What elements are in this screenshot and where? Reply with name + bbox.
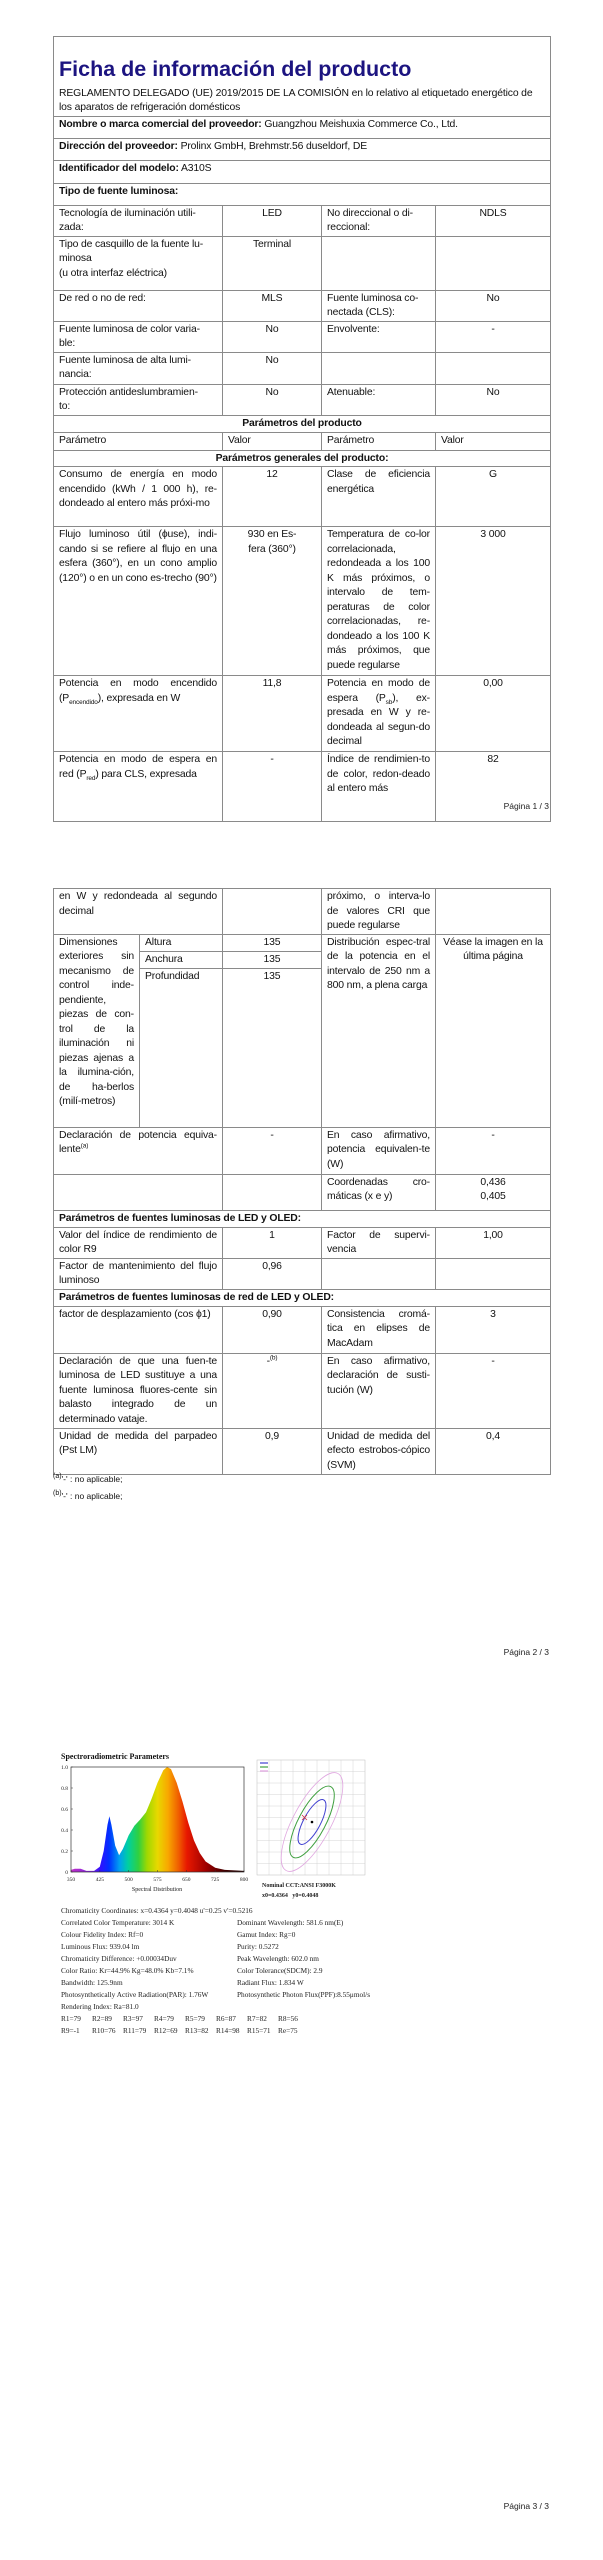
column-header: Parámetro bbox=[322, 432, 436, 450]
r-value: R5=79 bbox=[185, 2014, 205, 2023]
column-header: Valor bbox=[223, 432, 322, 450]
subscript: encendido bbox=[69, 698, 98, 706]
macadam-ellipse-chart bbox=[257, 1760, 365, 1899]
param-label: Fuente luminosa co- nectada (CLS): bbox=[322, 290, 436, 321]
dimension-label: Altura bbox=[140, 934, 223, 951]
text: Potencia en modo de espera en red (P bbox=[59, 754, 217, 780]
text: ), ex-presada en W y re-dondeada al segun-do decimal bbox=[327, 692, 430, 747]
r-value: R14=98 bbox=[216, 2026, 240, 2035]
title-cell bbox=[54, 37, 551, 117]
param-value: 1,00 bbox=[436, 1227, 551, 1258]
param-value bbox=[223, 1353, 322, 1428]
spectro-param: Color Ratio: Kr=44.9% Kg=48.0% Kb=7.1% bbox=[61, 1966, 194, 1975]
param-value: G bbox=[436, 467, 551, 527]
param-label: Atenuable: bbox=[322, 384, 436, 415]
param-value: No bbox=[223, 352, 322, 384]
r-value: R9=-1 bbox=[61, 2026, 80, 2035]
r-value: R13=82 bbox=[185, 2026, 209, 2035]
chroma-y: 0,405 bbox=[480, 1191, 506, 1202]
param-value: LED bbox=[223, 205, 322, 236]
supplier-address-row bbox=[54, 138, 551, 160]
param-value: NDLS bbox=[436, 205, 551, 236]
text: ), expresada en W bbox=[97, 692, 181, 704]
param-label bbox=[54, 676, 223, 752]
r-value: R12=69 bbox=[154, 2026, 178, 2035]
text: Potencia en modo encendido (P bbox=[59, 678, 217, 704]
param-label: Valor del índice de rendimiento de color R9 bbox=[54, 1227, 223, 1258]
r-value: R6=87 bbox=[216, 2014, 236, 2023]
text: Declaración de potencia equiva-lente bbox=[59, 1129, 217, 1155]
dimensions-label: Dimensiones exteriores sin mecanismo de control inde-pendiente, piezas de con-trol de la iluminación ni piezas ajenas a la ilumina-ción, de ha-berlos (milí-metros) bbox=[54, 934, 140, 1127]
param-label bbox=[322, 676, 436, 752]
param-value: Terminal bbox=[223, 236, 322, 290]
spectro-param: Photosynthetically Active Radiation(PAR): 1.76W bbox=[61, 1990, 209, 1999]
x-tick-label: 350 bbox=[66, 1877, 76, 1883]
spectro-param: Purity: 0.5272 bbox=[237, 1942, 279, 1951]
light-source-type-label: Tipo de fuente luminosa: bbox=[54, 183, 551, 205]
param-label bbox=[322, 1258, 436, 1289]
spectro-param: Luminous Flux: 939.04 lm bbox=[61, 1942, 140, 1951]
y-tick-label: 0 bbox=[65, 1870, 68, 1876]
led-params-header: Parámetros de fuentes luminosas de LED y OLED: bbox=[54, 1210, 551, 1227]
y-tick-label: 0.2 bbox=[61, 1849, 68, 1855]
spectrum-area bbox=[71, 1767, 244, 1872]
param-value: 12 bbox=[223, 467, 322, 527]
dimension-label: Anchura bbox=[140, 951, 223, 968]
param-label: Tecnología de iluminación utili- zada: bbox=[54, 205, 223, 236]
param-label: Declaración de que una fuen-te luminosa de LED sustituye a una fuente luminosa fluores-cente sin balasto integrado de un determinado vataje. bbox=[54, 1353, 223, 1428]
param-value: No bbox=[436, 384, 551, 415]
spectro-heading: Spectroradiometric Parameters bbox=[61, 1752, 170, 1761]
table-row bbox=[54, 1306, 551, 1353]
dimension-value: 135 bbox=[223, 968, 322, 1127]
param-value: No bbox=[223, 321, 322, 352]
param-value bbox=[436, 1258, 551, 1289]
param-label: factor de desplazamiento (cos ϕ1) bbox=[54, 1306, 223, 1353]
table-row bbox=[54, 676, 551, 752]
param-value: - bbox=[223, 752, 322, 822]
spectro-param: Dominant Wavelength: 581.6 nm(E) bbox=[237, 1918, 344, 1927]
r-value: R8=56 bbox=[278, 2014, 298, 2023]
subscript: red bbox=[86, 774, 96, 782]
table-row bbox=[54, 290, 551, 321]
param-value bbox=[436, 1174, 551, 1210]
spectro-param: Photosynthetic Photon Flux(PPF):8.55μmol/s bbox=[237, 1990, 371, 1999]
param-label: Envolvente: bbox=[322, 321, 436, 352]
table-row bbox=[54, 467, 551, 527]
supplier-address-label: Dirección del proveedor: bbox=[59, 140, 178, 152]
param-value: No bbox=[436, 290, 551, 321]
spectro-param: Correlated Color Temperature: 3014 K bbox=[61, 1918, 175, 1927]
param-value: 3 bbox=[436, 1306, 551, 1353]
table-row bbox=[54, 321, 551, 352]
spectro-param: Gamut Index: Rg=0 bbox=[237, 1930, 296, 1939]
ellipse-caption-2: x0=0.4364 y0=0.4048 bbox=[262, 1893, 319, 1899]
table-row bbox=[54, 1127, 551, 1174]
text: Potencia en modo de espera (P bbox=[327, 678, 430, 704]
page-title: Ficha de información del producto bbox=[59, 56, 412, 81]
column-header: Parámetro bbox=[54, 432, 223, 450]
param-value: 11,8 bbox=[223, 676, 322, 752]
table-row bbox=[54, 205, 551, 236]
x-tick-label: 800 bbox=[239, 1877, 249, 1883]
param-value bbox=[436, 236, 551, 290]
param-label bbox=[54, 1127, 223, 1174]
param-label: No direccional o di- reccional: bbox=[322, 205, 436, 236]
param-label: Factor de mantenimiento del flujo luminoso bbox=[54, 1258, 223, 1289]
text: - bbox=[266, 1355, 270, 1367]
param-label bbox=[322, 236, 436, 290]
param-label: En caso afirmativo, declaración de susti-tución (W) bbox=[322, 1353, 436, 1428]
x-tick-label: 725 bbox=[211, 1877, 220, 1883]
table-row bbox=[54, 1258, 551, 1289]
param-value: 82 bbox=[436, 752, 551, 822]
param-value: 0,9 bbox=[223, 1428, 322, 1474]
param-label: Clase de eficiencia energética bbox=[322, 467, 436, 527]
product-params-header: Parámetros del producto bbox=[54, 415, 551, 432]
param-label: Fuente luminosa de color varia- ble: bbox=[54, 321, 223, 352]
param-value: - bbox=[436, 1353, 551, 1428]
param-label: Fuente luminosa de alta lumi- nancia: bbox=[54, 352, 223, 384]
param-value: 0,00 bbox=[436, 676, 551, 752]
y-tick-label: 0.4 bbox=[61, 1828, 68, 1834]
param-label: Unidad de medida del efecto estrobos-cópico (SVM) bbox=[322, 1428, 436, 1474]
page-1-table bbox=[53, 36, 550, 794]
param-value: No bbox=[223, 384, 322, 415]
table-row bbox=[54, 889, 551, 935]
table-row bbox=[54, 384, 551, 415]
column-headers bbox=[54, 432, 551, 450]
param-value: 0,96 bbox=[223, 1258, 322, 1289]
subscript: sb bbox=[385, 698, 393, 706]
footnote bbox=[53, 1474, 122, 1484]
spectroradiometric-figure bbox=[0, 1740, 603, 1910]
r-value: R3=97 bbox=[123, 2014, 143, 2023]
ellipse-caption-1: Nominal CCT:ANSI F3000K bbox=[262, 1883, 336, 1889]
footnote-ref: (a) bbox=[80, 1142, 89, 1150]
footnote-text: '-' : no aplicable; bbox=[61, 1474, 123, 1484]
spectro-param: Color Tolerance(SDCM): 2.9 bbox=[237, 1966, 323, 1975]
r-value: R7=82 bbox=[247, 2014, 267, 2023]
r-value: R4=79 bbox=[154, 2014, 174, 2023]
param-label: Consumo de energía en modo encendido (kWh / 1 000 h), re-dondeado al entero más próxi-mo bbox=[54, 467, 223, 527]
spectro-param: Colour Fidelity Index: Rf=0 bbox=[61, 1930, 144, 1939]
spectro-param: Chromaticity Difference: +0.00034Duv bbox=[61, 1954, 177, 1963]
param-value: 1 bbox=[223, 1227, 322, 1258]
param-label: Flujo luminoso útil (ϕuse), indi-cando si se refiere al flujo en una esfera (360°), en un cono amplio (120°) o en un cono es-trecho (90°) bbox=[54, 527, 223, 676]
param-label: Protección antideslumbramien- to: bbox=[54, 384, 223, 415]
supplier-name-label: Nombre o marca comercial del proveedor: bbox=[59, 118, 262, 130]
param-label bbox=[322, 352, 436, 384]
footnote-ref: (b) bbox=[269, 1354, 278, 1362]
x-tick-label: 500 bbox=[124, 1877, 133, 1883]
chromaticity-coordinates: Chromaticity Coordinates: x=0.4364 y=0.4048 u'=0.25 v'=0.5216 bbox=[61, 1906, 253, 1915]
param-value: 0,4 bbox=[436, 1428, 551, 1474]
param-label: próximo, o interva-lo de valores CRI que puede regularse bbox=[322, 889, 436, 935]
table-row bbox=[54, 236, 551, 290]
dimension-value: 135 bbox=[223, 934, 322, 951]
table-row bbox=[54, 1353, 551, 1428]
supplier-name: Guangzhou Meishuxia Commerce Co., Ltd. bbox=[264, 118, 458, 130]
chroma-x: 0,436 bbox=[480, 1176, 506, 1188]
rendering-index: Rendering Index: Ra=81.0 bbox=[61, 2002, 139, 2011]
dimension-value: 135 bbox=[223, 951, 322, 968]
spectro-param: Peak Wavelength: 602.0 nm bbox=[237, 1954, 319, 1963]
table-row bbox=[54, 1428, 551, 1474]
model-row bbox=[54, 160, 551, 183]
param-label: en W y redondeada al segundo decimal bbox=[54, 889, 223, 935]
param-value: 3 000 bbox=[436, 527, 551, 676]
r-value: R10=76 bbox=[92, 2026, 116, 2035]
y-tick-label: 0.6 bbox=[61, 1807, 68, 1813]
param-label bbox=[54, 752, 223, 822]
param-value: Véase la imagen en la última página bbox=[436, 934, 551, 1127]
param-label: De red o no de red: bbox=[54, 290, 223, 321]
param-label: Consistencia cromá-tica en elipses de MacAdam bbox=[322, 1306, 436, 1353]
x-tick-label: 575 bbox=[153, 1877, 162, 1883]
param-value: 930 en Es- fera (360°) bbox=[223, 527, 322, 676]
param-label: Índice de rendimien-to de color, redon-deado al entero más bbox=[322, 752, 436, 822]
x-tick-label: 425 bbox=[95, 1877, 104, 1883]
text: ) para CLS, expresada bbox=[95, 768, 197, 780]
r-value: R2=89 bbox=[92, 2014, 112, 2023]
footnote bbox=[53, 1491, 122, 1501]
general-params-header: Parámetros generales del producto: bbox=[54, 450, 551, 467]
table-row bbox=[54, 352, 551, 384]
model-label: Identificador del modelo: bbox=[59, 162, 179, 174]
spectro-param: Bandwidth: 125.9nm bbox=[61, 1978, 123, 1987]
mains-led-params-header: Parámetros de fuentes luminosas de red de LED y OLED: bbox=[54, 1289, 551, 1306]
table-row bbox=[54, 1174, 551, 1210]
regulation-text: REGLAMENTO DELEGADO (UE) 2019/2015 DE LA COMISIÓN en lo relativo al etiquetado energético de los aparatos de refrigeración domésticos bbox=[59, 87, 533, 113]
spectro-param: Radiant Flux: 1.834 W bbox=[237, 1978, 304, 1987]
x-tick-label: 650 bbox=[182, 1877, 191, 1883]
r-value: R15=71 bbox=[247, 2026, 271, 2035]
param-label: Temperatura de co-lor correlacionada, redondeada a los 100 K más próximos, o intervalo de tem-peraturas de color correlacionadas, re-dondeado a los 100 K más próximos, que puede regularse bbox=[322, 527, 436, 676]
table-row bbox=[54, 1227, 551, 1258]
param-value: - bbox=[223, 1127, 322, 1174]
model-id: A310S bbox=[180, 162, 212, 174]
footnote-text: '-' : no aplicable; bbox=[61, 1491, 123, 1501]
footnote-mark: (b) bbox=[53, 1490, 62, 1498]
page-number: Página 3 / 3 bbox=[503, 2501, 549, 2511]
param-label: Distribución espec-tral de la potencia en el intervalo de 250 nm a 800 nm, a plena carga bbox=[322, 934, 436, 1127]
param-label: En caso afirmativo, potencia equivalen-te (W) bbox=[322, 1127, 436, 1174]
y-tick-label: 1.0 bbox=[61, 1765, 68, 1771]
param-label: Unidad de medida del parpadeo (Pst LM) bbox=[54, 1428, 223, 1474]
page-number: Página 1 / 3 bbox=[503, 801, 549, 811]
dimension-label: Profundidad bbox=[140, 968, 223, 1127]
supplier-name-row bbox=[54, 116, 551, 138]
param-label: Tipo de casquillo de la fuente lu- minosa (u otra interfaz eléctrica) bbox=[54, 236, 223, 290]
r-value: R11=79 bbox=[123, 2026, 147, 2035]
table-row bbox=[54, 934, 551, 951]
param-value: - bbox=[436, 1127, 551, 1174]
x-axis-label: Spectral Distribution bbox=[131, 1887, 183, 1893]
param-value: - bbox=[436, 321, 551, 352]
y-tick-label: 0.8 bbox=[61, 1786, 68, 1792]
page-2-table bbox=[53, 889, 550, 1471]
param-value: MLS bbox=[223, 290, 322, 321]
footnote-mark: (a) bbox=[53, 1473, 62, 1481]
table-row bbox=[54, 527, 551, 676]
r-value: R1=79 bbox=[61, 2014, 81, 2023]
r-value: Re=75 bbox=[278, 2026, 298, 2035]
param-label: Coordenadas cro-máticas (x e y) bbox=[322, 1174, 436, 1210]
center-point bbox=[311, 1821, 314, 1824]
page-number: Página 2 / 3 bbox=[503, 1647, 549, 1657]
param-value: 0,90 bbox=[223, 1306, 322, 1353]
param-value bbox=[436, 352, 551, 384]
supplier-address: Prolinx GmbH, Brehmstr.56 duseldorf, DE bbox=[180, 140, 368, 152]
table-row bbox=[54, 752, 551, 822]
column-header: Valor bbox=[436, 432, 551, 450]
param-label: Factor de supervi-vencia bbox=[322, 1227, 436, 1258]
